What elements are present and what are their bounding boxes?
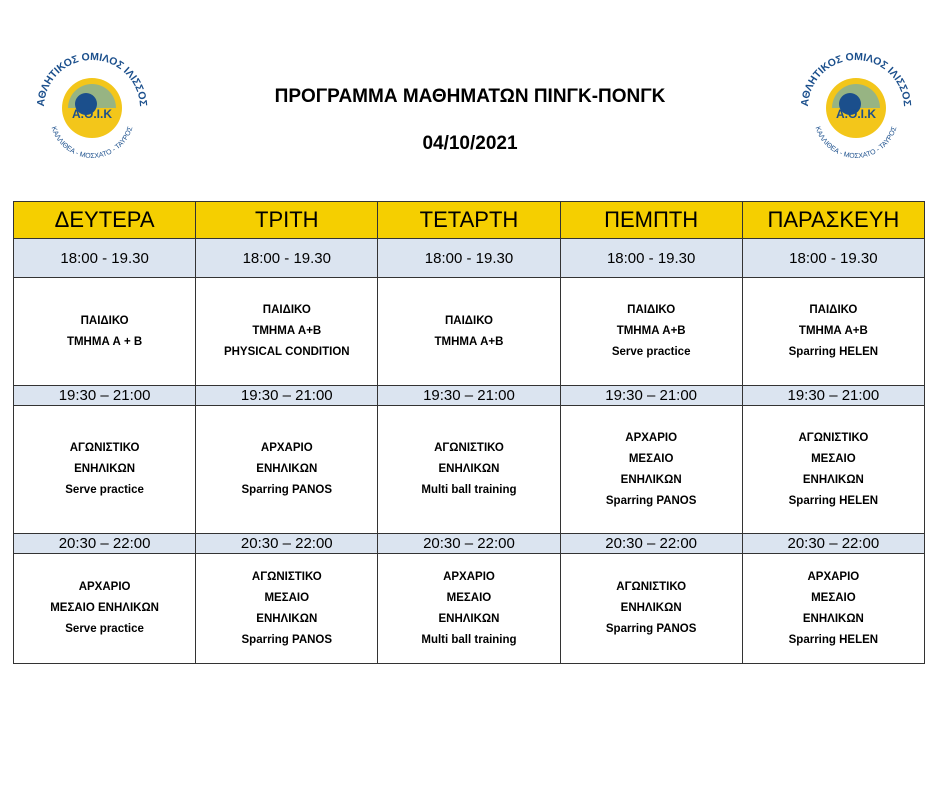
time-slot: 18:00 - 19.30 (560, 239, 742, 278)
class-line: ΤΜΗΜΑ Α+Β (434, 335, 504, 348)
class-line: ΕΝΗΛΙΚΩΝ (74, 463, 136, 475)
class-line: ΕΝΗΛΙΚΩΝ (620, 602, 682, 614)
class-line: ΜΕΣΑΙΟ (446, 591, 492, 604)
class-line: ΑΓΩΝΙΣΤΙΚΟ (616, 581, 687, 593)
class-cell (560, 554, 742, 664)
day-header: ΠΕΜΠΤΗ (560, 202, 742, 239)
time-slot: 19:30 – 21:00 (14, 386, 196, 406)
day-header: ΠΑΡΑΣΚΕΥΗ (742, 202, 924, 239)
class-line: ΜΕΣΑΙΟ (811, 591, 856, 604)
day-header: ΤΡΙΤΗ (196, 202, 378, 239)
time-slot: 20:30 – 22:00 (742, 534, 924, 554)
class-line: Multi ball training (421, 484, 517, 496)
time-slot: 19:30 – 21:00 (560, 386, 742, 406)
logo-arc-text: ΑΘΛΗΤΙΚΟΣ ΟΜΙΛΟΣ ΙΛΙΣΣΟΣ (34, 50, 150, 107)
logo-arc-text: ΑΘΛΗΤΙΚΟΣ ΟΜΙΛΟΣ ΙΛΙΣΣΟΣ (798, 50, 914, 107)
class-line: ΠΑΙΔΙΚΟ (627, 304, 676, 316)
class-line: Sparring PANOS (241, 633, 333, 646)
time-slot: 19:30 – 21:00 (378, 386, 560, 406)
time-row (14, 534, 925, 554)
class-cell (14, 406, 196, 534)
class-line: ΑΓΩΝΙΣΤΙΚΟ (798, 431, 869, 444)
class-line: Sparring PANOS (605, 494, 697, 507)
class-line: PHYSICAL CONDITION (223, 346, 350, 358)
class-line: ΑΡΧΑΡΙΟ (260, 442, 313, 454)
class-line: Serve practice (611, 346, 691, 358)
class-line: ΕΝΗΛΙΚΩΝ (256, 463, 318, 475)
class-line: ΕΝΗΛΙΚΩΝ (802, 473, 864, 486)
logo-bottom-text: ΚΑΛΛΙΘΕΑ - ΜΟΣΧΑΤΟ - ΤΑΥΡΟΣ (49, 125, 135, 161)
class-cell (378, 278, 560, 386)
class-cell (14, 554, 196, 664)
class-line: ΤΜΗΜΑ Α + Β (66, 335, 143, 348)
class-line: ΜΕΣΑΙΟ (264, 591, 310, 604)
class-line: ΜΕΣΑΙΟ (811, 452, 856, 465)
logo-bottom-text: ΚΑΛΛΙΘΕΑ - ΜΟΣΧΑΤΟ - ΤΑΥΡΟΣ (813, 125, 899, 161)
time-slot: 20:30 – 22:00 (196, 534, 378, 554)
class-line: ΑΡΧΑΡΙΟ (78, 581, 131, 593)
class-line: Serve practice (65, 484, 144, 496)
class-line: Serve practice (65, 623, 144, 635)
time-slot: 20:30 – 22:00 (378, 534, 560, 554)
class-cell (742, 406, 924, 534)
time-row (14, 386, 925, 406)
class-line: ΜΕΣΑΙΟ ΕΝΗΛΙΚΩΝ (50, 602, 159, 614)
day-header-row (14, 202, 925, 239)
class-line: ΠΑΙΔΙΚΟ (444, 314, 493, 327)
class-line: ΑΓΩΝΙΣΤΙΚΟ (69, 442, 140, 454)
class-row (14, 406, 925, 534)
time-slot: 19:30 – 21:00 (742, 386, 924, 406)
schedule-table (13, 201, 925, 664)
class-cell (196, 406, 378, 534)
class-cell (378, 406, 560, 534)
class-line: ΑΡΧΑΡΙΟ (443, 570, 495, 583)
class-line: ΠΑΙΔΙΚΟ (262, 304, 311, 316)
class-line: Sparring PANOS (241, 484, 333, 496)
class-line: ΕΝΗΛΙΚΩΝ (620, 473, 682, 486)
class-line: ΕΝΗΛΙΚΩΝ (438, 463, 500, 475)
class-line: ΑΡΧΑΡΙΟ (625, 431, 678, 444)
class-cell (14, 278, 196, 386)
time-row (14, 239, 925, 278)
class-row (14, 554, 925, 664)
day-header: ΔΕΥΤΕΡΑ (14, 202, 196, 239)
class-line: Sparring HELEN (788, 346, 879, 358)
class-line: ΑΓΩΝΙΣΤΙΚΟ (251, 570, 322, 583)
class-cell (196, 278, 378, 386)
class-line: Sparring PANOS (605, 623, 697, 635)
class-line: ΤΜΗΜΑ Α+Β (252, 325, 322, 337)
class-line: ΕΝΗΛΙΚΩΝ (256, 612, 318, 625)
class-cell (560, 406, 742, 534)
logo-center-text: Α.Ο.Ι.Κ (71, 107, 113, 121)
class-line: ΑΓΩΝΙΣΤΙΚΟ (434, 442, 504, 454)
class-line: Sparring HELEN (788, 494, 879, 507)
time-slot: 18:00 - 19.30 (196, 239, 378, 278)
class-cell (560, 278, 742, 386)
class-line: ΤΜΗΜΑ Α+Β (616, 325, 686, 337)
class-cell (742, 278, 924, 386)
class-line: ΤΜΗΜΑ Α+Β (798, 325, 868, 337)
time-slot: 18:00 - 19.30 (742, 239, 924, 278)
class-line: ΕΝΗΛΙΚΩΝ (438, 612, 500, 625)
time-slot: 20:30 – 22:00 (560, 534, 742, 554)
class-line: ΠΑΙΔΙΚΟ (80, 314, 129, 327)
page-title: ΠΡΟΓΡΑΜΜΑ ΜΑΘΗΜΑΤΩΝ ΠΙΝΓΚ-ΠΟΝΓΚ (274, 86, 666, 107)
class-line: ΠΑΙΔΙΚΟ (809, 304, 858, 316)
class-line: ΜΕΣΑΙΟ (628, 452, 674, 465)
class-cell (196, 554, 378, 664)
schedule-date: 04/10/2021 (422, 133, 518, 154)
class-line: Multi ball training (421, 633, 517, 646)
time-slot: 18:00 - 19.30 (14, 239, 196, 278)
time-slot: 18:00 - 19.30 (378, 239, 560, 278)
class-cell (378, 554, 560, 664)
class-cell (742, 554, 924, 664)
logo-center-text: Α.Ο.Ι.Κ (835, 107, 877, 121)
class-row (14, 278, 925, 386)
class-line: ΕΝΗΛΙΚΩΝ (802, 612, 864, 625)
day-header: ΤΕΤΑΡΤΗ (378, 202, 560, 239)
time-slot: 19:30 – 21:00 (196, 386, 378, 406)
time-slot: 20:30 – 22:00 (14, 534, 196, 554)
class-line: ΑΡΧΑΡΙΟ (807, 570, 860, 583)
class-line: Sparring HELEN (788, 633, 879, 646)
